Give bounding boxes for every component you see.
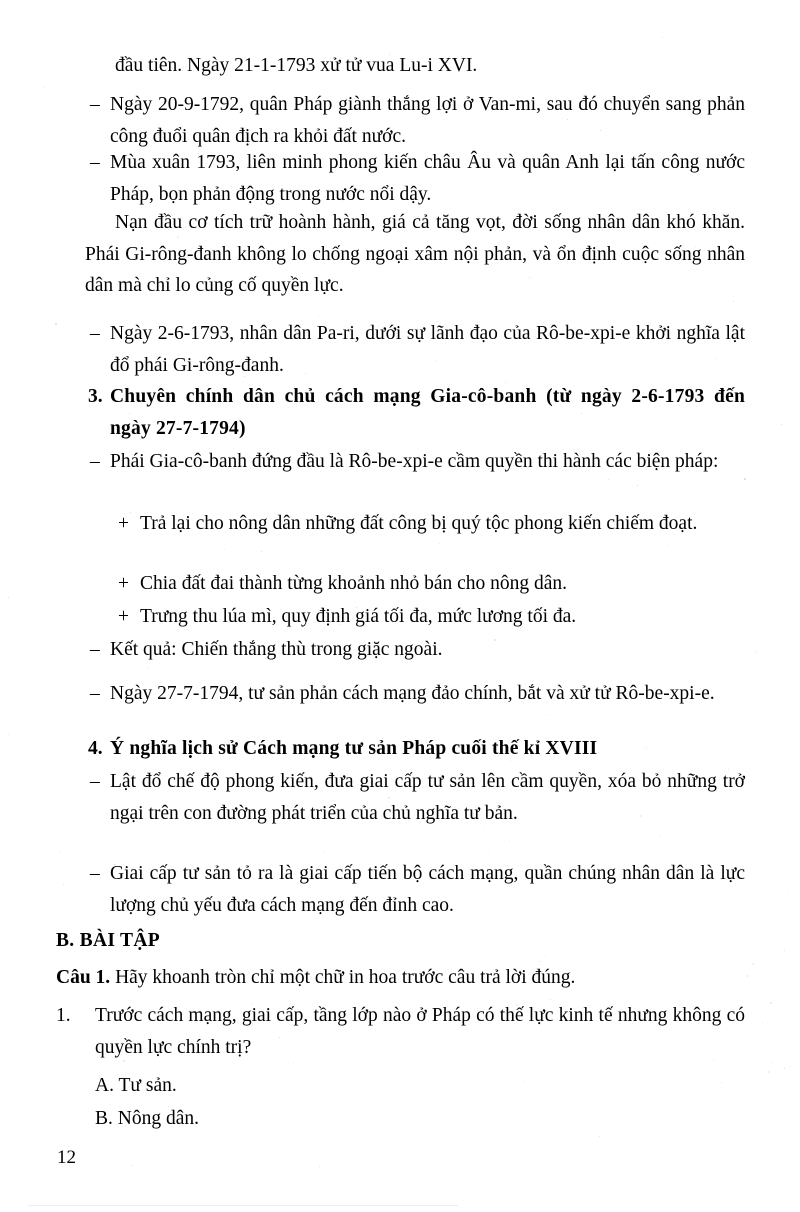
body-paragraph: Nạn đầu cơ tích trữ hoành hành, giá cả tăng vọt, đời sống nhân dân khó khăn. Phái Gi-rông-đanh không lo chống ngoại xâm nội phản, và ổn định cuộc sống nhân dân mà chỉ lo củng cố quyền lực. [85,212,745,296]
list-item [90,89,745,152]
dash-bullet-marker: – [90,771,100,792]
sub-list-item-text: Chia đất đai thành từng khoảnh nhỏ bán cho nông dân. [140,573,568,594]
list-item [90,446,745,478]
option-b-label: B. [95,1108,113,1129]
dash-bullet-marker: – [90,639,100,660]
list-item-text: Ngày 27-7-1794, tư sản phản cách mạng đảo chính, bắt và xử tử Rô-be-xpi-e. [110,683,715,704]
list-item [90,858,745,921]
list-item [90,634,745,666]
sub-list-item-text: Trả lại cho nông dân những đất công bị quý tộc phong kiến chiếm đoạt. [140,513,698,534]
section-heading-4 [88,733,745,765]
question-text: Trước cách mạng, giai cấp, tầng lớp nào ở Pháp có thế lực kinh tế nhưng không có quyền lực chính trị? [95,1005,745,1058]
list-item [90,318,745,381]
section-heading-3 [88,381,745,444]
list-item-text: Ngày 2-6-1793, nhân dân Pa-ri, dưới sự lãnh đạo của Rô-be-xpi-e khởi nghĩa lật đổ phái Gi-rông-đanh. [110,323,745,376]
question-number: 1. [56,1005,71,1026]
sub-list-item [118,568,745,600]
sub-list-item-text: Trưng thu lúa mì, quy định giá tối đa, mức lương tối đa. [140,606,577,627]
plus-bullet-marker: + [118,513,129,534]
section-heading-text: Ý nghĩa lịch sử Cách mạng tư sản Pháp cuối thế kỉ XVIII [110,738,598,759]
page-edge-line [28,1205,458,1206]
answer-option-b[interactable] [95,1103,199,1135]
list-item [90,147,745,210]
list-item-text: Phái Gia-cô-banh đứng đầu là Rô-be-xpi-e cầm quyền thi hành các biện pháp: [110,451,719,472]
sub-list-item [118,508,745,540]
question-instruction-line [56,962,756,994]
answer-option-a[interactable] [95,1070,177,1102]
option-b-text: Nông dân. [117,1108,200,1129]
plus-bullet-marker: + [118,573,129,594]
option-a-label: A. [95,1075,114,1096]
option-a-text: Tư sản. [118,1075,177,1096]
list-item-text: Ngày 20-9-1792, quân Pháp giành thắng lợi ở Van-mi, sau đó chuyển sang phản công đuổi quân địch ra khỏi đất nước. [110,94,745,147]
dash-bullet-marker: – [90,94,100,115]
dash-bullet-marker: – [90,323,100,344]
list-item-text: Lật đổ chế độ phong kiến, đưa giai cấp tư sản lên cầm quyền, xóa bỏ những trở ngại trên con đường phát triển của chủ nghĩa tư bản. [110,771,745,824]
dash-bullet-marker: – [90,683,100,704]
list-item [90,766,745,829]
list-item [90,678,745,710]
plus-bullet-marker: + [118,606,129,627]
sub-list-item [118,601,745,633]
dash-bullet-marker: – [90,863,100,884]
continuation-paragraph: đầu tiên. Ngày 21-1-1793 xử tử vua Lu-i XVI. [115,55,478,76]
question-label: Câu 1. [56,967,111,988]
exercises-section-heading: B. BÀI TẬP [56,930,160,951]
dash-bullet-marker: – [90,451,100,472]
page-number: 12 [57,1147,76,1168]
section-number: 4. [88,738,103,759]
dash-bullet-marker: – [90,152,100,173]
question-item [56,1000,745,1063]
section-number: 3. [88,386,103,407]
question-instruction-text: Hãy khoanh tròn chỉ một chữ in hoa trước câu trả lời đúng. [115,967,576,988]
list-item-text: Giai cấp tư sản tỏ ra là giai cấp tiến bộ cách mạng, quần chúng nhân dân là lực lượng chủ yếu đưa cách mạng đến đỉnh cao. [110,863,745,916]
section-heading-text: Chuyên chính dân chủ cách mạng Gia-cô-banh (từ ngày 2-6-1793 đến ngày 27-7-1794) [110,386,745,439]
list-item-text: Kết quả: Chiến thắng thù trong giặc ngoài. [110,639,443,660]
list-item-text: Mùa xuân 1793, liên minh phong kiến châu Âu và quân Anh lại tấn công nước Pháp, bọn phản động trong nước nổi dậy. [110,152,745,205]
